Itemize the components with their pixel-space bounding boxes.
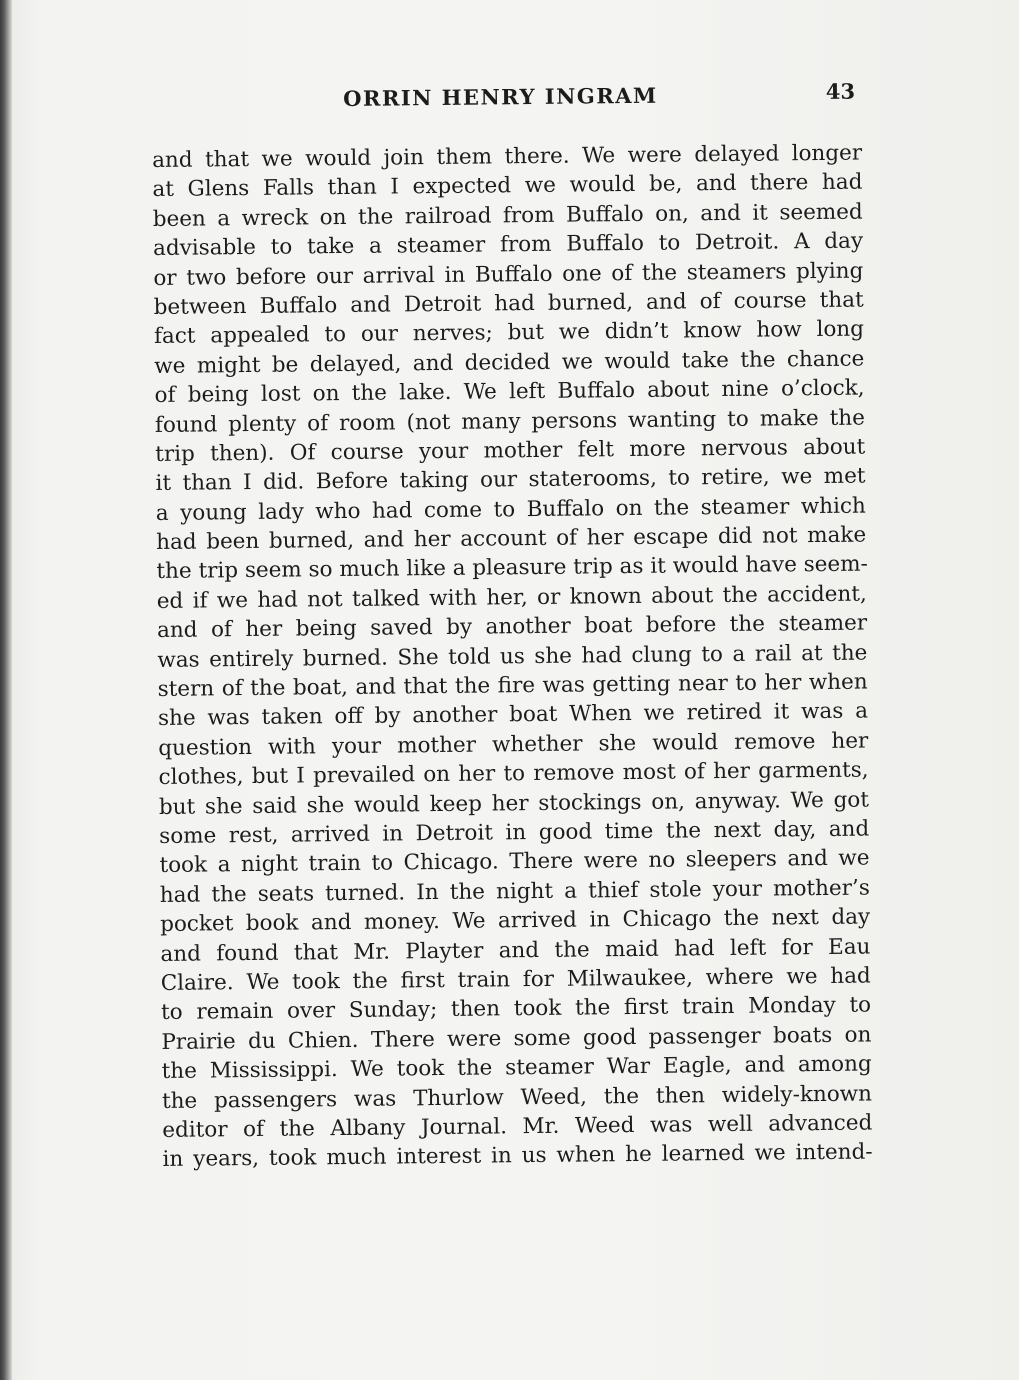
text-line: stern of the boat, and that the fire was getting near to her when: [157, 669, 868, 703]
text-line: the Mississippi. We took the steamer War Eagle, and among: [161, 1051, 872, 1085]
text-line: had the seats turned. In the night a thief stole your mother’s: [159, 875, 870, 908]
text-line: and of her being saved by another boat before the steamer: [156, 610, 868, 644]
text-line: pocket book and money. We arrived in Chicago the next day: [160, 904, 871, 938]
text-line: of being lost on the lake. We left Buffalo about nine o’clock,: [154, 375, 865, 409]
text-line: to remain over Sunday; then took the first train Monday to: [160, 992, 872, 1026]
text-line: or two before our arrival in Buffalo one of the steamers plying: [153, 258, 864, 291]
text-line: Claire. We took the first train for Milwaukee, where we had: [160, 963, 871, 996]
text-line: had been burned, and her account of her escape did not make: [156, 522, 867, 556]
book-binding-edge: [0, 0, 12, 1380]
text-line: but she said she would keep her stockings on, anyway. We got: [158, 787, 870, 820]
text-line: clothes, but I prevailed on her to remove most of her garments,: [158, 757, 869, 791]
page-header: [150, 78, 856, 120]
text-line: fact appealed to our nerves; but we didn’t know how long: [153, 316, 865, 350]
text-line: editor of the Albany Journal. Mr. Weed was well advanced: [162, 1110, 873, 1143]
text-line: was entirely burned. She told us she had clung to a rail at the: [157, 640, 868, 673]
text-line: been a wreck on the railroad from Buffalo on, and it seemed: [152, 199, 863, 232]
text-line: she was taken off by another boat When we retired it was a: [157, 698, 869, 732]
text-line: found plenty of room (not many persons wanting to make the: [154, 405, 866, 438]
text-line: we might be delayed, and decided we would take the chance: [154, 346, 865, 379]
text-line: it than I did. Before taking our staterooms, to retire, we met: [155, 463, 866, 497]
text-line: question with your mother whether she would remove her: [158, 728, 869, 761]
text-line: the passengers was Thurlow Weed, the then widely-known: [161, 1081, 873, 1114]
text-line: a young lady who had come to Buffalo on the steamer which: [155, 493, 866, 526]
text-line: between Buffalo and Detroit had burned, and of course that: [153, 287, 864, 320]
text-line: and that we would join them there. We were delayed longer: [152, 140, 863, 173]
text-line: ed if we had not talked with her, or known about the accident,: [156, 581, 867, 614]
text-line: and found that Mr. Playter and the maid had left for Eau: [160, 934, 871, 967]
page-number: 43: [825, 78, 856, 104]
text-line: some rest, arrived in Detroit in good time the next day, and: [159, 816, 870, 849]
text-line: in years, took much interest in us when he learned we intend-: [162, 1139, 873, 1173]
text-line: the trip seem so much like a pleasure trip as it would have seem-: [156, 551, 868, 585]
running-head: ORRIN HENRY INGRAM: [342, 82, 658, 111]
text-line: took a night train to Chicago. There were no sleepers and we: [159, 845, 870, 879]
body-text: [152, 139, 873, 1175]
text-line: at Glens Falls than I expected we would be, and there had: [152, 169, 863, 203]
text-line: Prairie du Chien. There were some good passenger boats on: [161, 1022, 872, 1055]
text-line: trip then). Of course your mother felt more nervous about: [155, 434, 866, 467]
text-line: advisable to take a steamer from Buffalo to Detroit. A day: [152, 228, 864, 262]
